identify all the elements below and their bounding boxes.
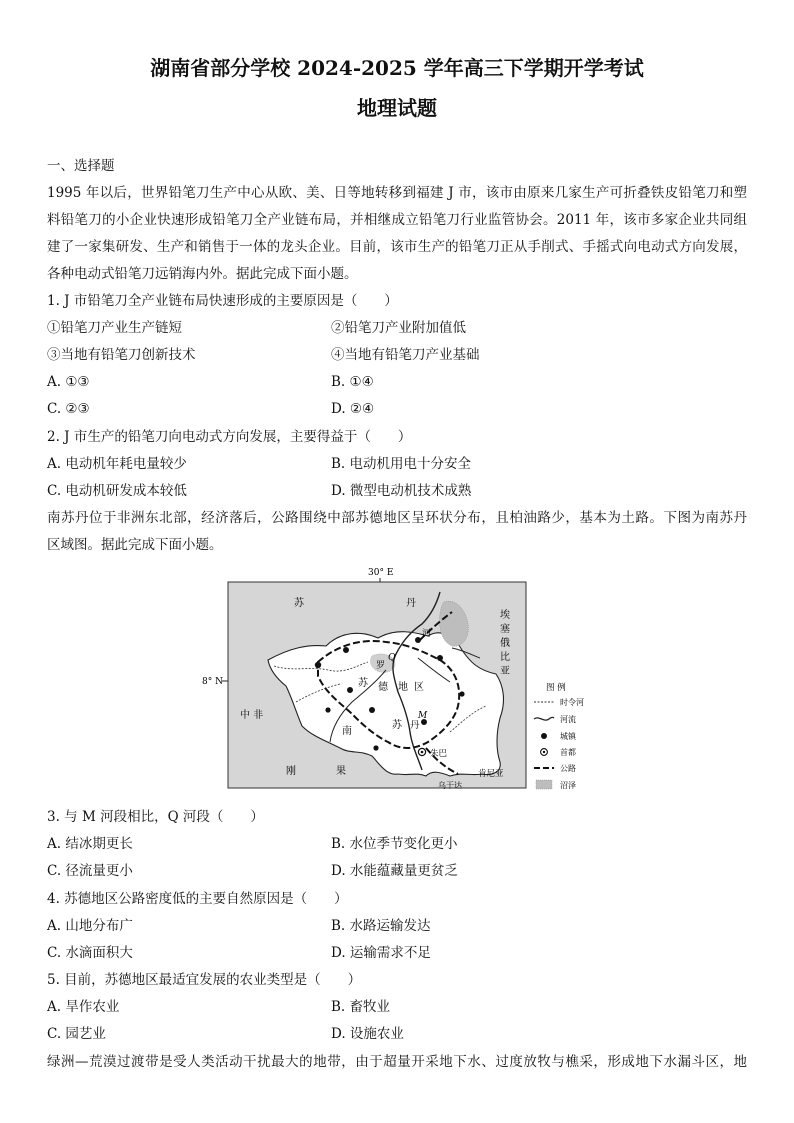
question-3-stem: 3. 与 M 河段相比，Q 河段（ ） [47,809,264,825]
exam-title: 湖南省部分学校 2024-2025 学年高三下学期开学考试 [150,56,644,80]
q3-option-d[interactable]: D. 水能蕴藏量更贫乏 [331,863,458,879]
question-2-stem: 2. J 市生产的铅笔刀向电动式方向发展，主要得益于（ ） [47,429,412,445]
south-sudan-map [200,562,566,792]
passage3-line: 绿洲—荒漠过渡带是受人类活动干扰最大的地带，由于超量开采地下水、过度放牧与樵采，形成地下水漏斗区，地 [47,1054,747,1070]
town-marker [415,637,421,643]
town-marker [343,647,349,653]
q4-option-a[interactable]: A. 山地分布广 [47,918,133,934]
label-south-sudan: 苏 [392,720,402,731]
label-luo: 罗 [376,661,386,671]
legend-label: 首都 [560,748,576,757]
q1-item: ②铅笔刀产业附加值低 [331,320,466,336]
q5-option-c[interactable]: C. 园艺业 [47,1026,106,1042]
q3-option-a[interactable]: A. 结冰期更长 [47,836,133,852]
town-marker [315,662,321,668]
q1-item: ①铅笔刀产业生产链短 [47,320,182,336]
label-sudan: 苏 [294,598,304,609]
label-ethiopia: 俄 [500,638,510,649]
label-central-africa: 中 非 [240,710,264,721]
q2-option-c[interactable]: C. 电动机研发成本较低 [47,483,187,499]
q1-item: ③当地有铅笔刀创新技术 [47,347,196,363]
label-sudd: 地 [398,682,408,693]
passage1-line: 1995 年以后，世界铅笔刀生产中心从欧、美、日等地转移到福建 J 市，该市由原来几家生产可折叠铁皮铅笔刀和塑 [47,185,748,201]
label-ethiopia: 亚 [500,666,510,677]
passage1-line: 建了一家集研发、生产和销售于一体的龙头企业。目前，该市生产的铅笔刀正从手削式、手摇式向电动式方向发展， [47,239,747,255]
q5-option-d[interactable]: D. 设施农业 [331,1026,404,1042]
label-point-m: M [418,711,428,721]
q3-option-b[interactable]: B. 水位季节变化更小 [331,836,458,852]
legend-label: 城镇 [560,732,576,741]
town-marker [459,691,464,696]
label-point-q: Q [388,653,396,663]
label-ethiopia: 比 [500,652,510,663]
passage1-line: 各种电动式铅笔刀远销海内外。据此完成下面小题。 [47,266,358,282]
question-5-stem: 5. 目前，苏德地区最适宜发展的农业类型是（ ） [47,972,362,988]
q1-option-a[interactable]: A. ①③ [47,374,90,390]
q2-option-a[interactable]: A. 电动机年耗电量较少 [47,456,187,472]
q1-item: ④当地有铅笔刀产业基础 [331,347,480,363]
q4-option-c[interactable]: C. 水滴面积大 [47,945,133,961]
q4-option-b[interactable]: B. 水路运输发达 [331,918,431,934]
q2-option-b[interactable]: B. 电动机用电十分安全 [331,456,472,472]
q3-option-c[interactable]: C. 径流量更小 [47,863,133,879]
town-marker [373,745,378,750]
town-marker [437,655,443,661]
label-kenya: 肯尼亚 [478,769,504,779]
section-heading: 一、选择题 [47,158,115,174]
q5-option-b[interactable]: B. 畜牧业 [331,999,391,1015]
q1-option-d[interactable]: D. ②④ [331,401,375,417]
q1-option-b[interactable]: B. ①④ [331,374,374,390]
label-sudd: 德 [378,682,388,693]
label-juba: 朱巴 [430,749,448,759]
legend-label: 沼泽 [560,781,576,790]
question-1-stem: 1. J 市铅笔刀全产业链布局快速形成的主要原因是（ ） [47,293,398,309]
q5-option-a[interactable]: A. 旱作农业 [47,999,120,1015]
label-congo: 果 [336,766,346,777]
label-uganda: 乌干达 [438,781,462,790]
town-marker [325,707,330,712]
label-ethiopia: 塞 [500,624,510,635]
passage2-line: 区域图。据此完成下面小题。 [47,537,223,553]
label-sudan: 丹 [406,598,416,609]
label-river: 河 [422,629,432,639]
label-sudd: 苏 [358,678,368,689]
label-congo: 刚 [286,766,296,777]
question-4-stem: 4. 苏德地区公路密度低的主要自然原因是（ ） [47,891,348,907]
town-marker [347,687,353,693]
q4-option-d[interactable]: D. 运输需求不足 [331,945,431,961]
legend-label: 公路 [560,764,576,773]
q1-option-c[interactable]: C. ②③ [47,401,90,417]
town-marker [369,707,375,713]
map-legend [532,680,612,792]
legend-label: 河流 [560,715,576,724]
q2-option-d[interactable]: D. 微型电动机技术成熟 [331,483,472,499]
label-ethiopia: 埃 [500,610,510,621]
passage1-line: 料铅笔刀的小企业快速形成铅笔刀全产业链布局，并相继成立铅笔刀行业监管协会。2011 年，该市多家企业共同组 [47,212,747,228]
label-south-sudan: 丹 [410,720,420,731]
label-south-sudan: 南 [342,726,352,737]
legend-title: 图 例 [546,683,566,693]
passage2-line: 南苏丹位于非洲东北部，经济落后，公路围绕中部苏德地区呈环状分布，且柏油路少，基本为土路。下图为南苏丹 [47,510,747,526]
legend-label: 时令河 [560,698,584,707]
latitude-label: 8° N [202,677,223,687]
longitude-label: 30° E [368,568,394,578]
label-sudd: 区 [414,682,424,693]
exam-subtitle: 地理试题 [357,96,437,120]
